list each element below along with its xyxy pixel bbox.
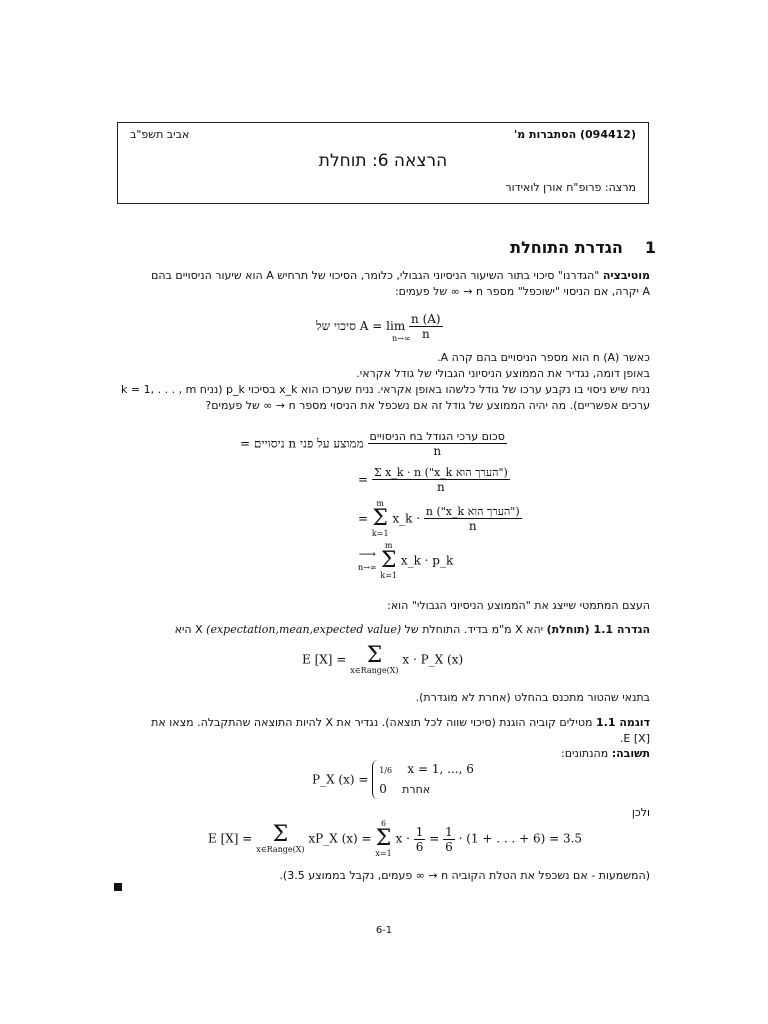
average-lhs: ממוצע על פני n ניסויים =	[240, 436, 364, 451]
prob-eq-limit-subscript: n→∞	[392, 334, 411, 343]
qed-square	[114, 883, 122, 891]
average-row-2: = $\frac{\text{Σ x\_k · n ("x\_k הערך הוא")}}{n}$	[358, 466, 508, 494]
convergence-note: בתנאי שהטור מתכנס בהחלט (אחרת לא מוגדרת).	[415, 691, 650, 704]
header-box	[117, 122, 649, 204]
prob-eq-fraction	[409, 312, 443, 341]
final-rhs-1: x ·	[395, 831, 410, 846]
px-lhs: P_X (x) =	[312, 772, 369, 787]
answer-label: תשובה:	[611, 747, 650, 760]
average-row-4-term: x_k · p_k	[400, 553, 454, 568]
definition-text: יהא X מ"מ בדיד. התוחלת של X	[195, 623, 544, 636]
average-row-4-sum: m Σ k=1	[380, 541, 397, 580]
example-label: דוגמה 1.1	[595, 716, 650, 729]
example-line-1: מטילים קוביה הוגנת (סיכוי שווה לכל תוצאה). נגדיר את X להיות התוצאה שהתקבלה. מצאו את	[151, 716, 593, 729]
final-rhs-2: =	[429, 831, 444, 846]
px-case2-value: 0	[379, 782, 387, 796]
expectation-definition-equation	[302, 645, 463, 675]
definition-label: הגדרה 1.1 (תוחלת)	[546, 623, 650, 636]
px-cases	[372, 760, 474, 799]
page-number: 6-1	[375, 925, 393, 936]
average-row-1	[240, 430, 507, 458]
final-lhs: E [X] =	[208, 831, 253, 846]
prob-eq-denominator: n	[421, 327, 430, 341]
average-row-1-denominator: n	[433, 444, 442, 458]
px-case2-condition: אחרת	[402, 783, 431, 796]
suppose-line-2: ערכים אפשריים). מה יהיה הממוצע של גודל זה אם נשכפל את הניסוי מספר n → ∞ של פעמים?	[205, 399, 650, 412]
motivation-paragraph	[110, 268, 650, 300]
definition-paragraph	[110, 622, 650, 638]
px-case1-value: 1/6	[379, 766, 393, 775]
answer-text: מהנתונים:	[561, 747, 609, 760]
average-row-4: ⟶ n→∞ m Σ k=1 x_k · p_k	[358, 541, 454, 580]
ex-def-rhs: x · P_X (x)	[402, 652, 464, 667]
lecture-title: הרצאה 6: תוחלת	[318, 151, 448, 171]
average-row-2-numerator: Σ x_k · n ("x_k הערך הוא")	[373, 466, 508, 479]
motivation-label: מוטיבציה	[602, 269, 650, 282]
definition-english: (expectation,mean,expected value)	[206, 623, 402, 636]
similarly-line: באופן דומה, נגדיר את הממוצע הניסיוני הגבולי של גודל אקראי.	[356, 367, 650, 380]
probability-equation	[316, 312, 443, 341]
meaning-line: (המשמעות - אם נשכפל את הטלת הקוביה n → ∞ פעמים, נקבל בממוצע 3.5).	[279, 869, 650, 882]
final-sum-2-top: 6	[381, 819, 387, 828]
therefore-line: ולכן	[631, 806, 650, 819]
term: אביב תשפ"ב	[130, 128, 190, 141]
final-rhs-3: · (1 + . . . + 6) = 3.5	[458, 831, 583, 846]
course-name: (094412) הסתברות מ'	[513, 128, 636, 141]
average-row-4-arrow-sub: n→∞	[358, 563, 377, 572]
final-sum-2-bottom: x=1	[375, 849, 392, 858]
px-case1-condition: x = 1, ..., 6	[407, 762, 474, 776]
definition-end: היא	[174, 623, 192, 636]
section-title: הגדרת התוחלת	[510, 238, 623, 257]
average-row-3: = m Σ k=1 x_k · $\frac{\text{n ("x\_k הערך הוא")}}{n}$	[358, 499, 520, 538]
average-row-3-numerator: n ("x_k הערך הוא")	[425, 505, 520, 518]
final-sum-1: Σ x∈Range(X)	[256, 822, 305, 854]
suppose-line-1: נניח שיש ניסוי בו נקבע ערכו של גודל כלשהו באופן אקראי. נניח שערכו הוא x_k בסיכוי p_k (נניח k = 1, . . . , m	[121, 383, 650, 396]
motivation-line-2: A יקרה, אם הניסוי "ישוכפל" מספר n → ∞ של פעמים:	[394, 285, 650, 298]
final-sum-2: 6 Σ x=1	[375, 819, 392, 858]
average-row-3-sum: m Σ k=1	[371, 499, 389, 538]
where-line: כאשר n (A) הוא מספר הניסויים בהם קרה A.	[437, 351, 650, 364]
average-row-3-fraction: $\frac{\text{n ("x\_k הערך הוא")}}{n}$	[425, 505, 520, 533]
ex-def-sum: Σ x∈Range(X)	[350, 643, 399, 675]
section-heading	[510, 238, 656, 257]
average-row-2-fraction: $\frac{\text{Σ x\_k · n ("x\_k הערך הוא")}}{n}$	[373, 466, 508, 494]
final-mid: xP_X (x) =	[308, 831, 372, 846]
motivation-line-1: "הגדרנו" סיכוי בתור השיעור הניסיוני הגבולי, כלומר, הסיכוי של תרחיש A הוא שיעור הניסויים בהם	[151, 269, 600, 282]
average-row-1-fraction	[368, 430, 507, 458]
final-sum-1-subscript: x∈Range(X)	[256, 845, 305, 854]
final-equation: E [X] = Σ x∈Range(X) xP_X (x) = 6 Σ x=1 x · $\frac{1}{6}$ = $\frac{1}{6}$ · (1 + . . . + 6) = 3.5	[208, 819, 583, 858]
ex-def-sum-subscript: x∈Range(X)	[350, 666, 399, 675]
lecturer: מרצה: פרופ"ח אורן לואידור	[505, 181, 636, 194]
example-line-2: E [X].	[619, 732, 650, 745]
average-row-1-numerator: סכום ערכי הגודל בn הניסויים	[369, 430, 505, 443]
example-paragraph	[110, 715, 650, 747]
object-line: העצם המתמטי שייצג את "הממוצע הניסיוני הגבולי" הוא:	[387, 599, 650, 612]
prob-eq-numerator: n (A)	[411, 312, 441, 326]
ex-def-lhs: E [X] =	[302, 652, 347, 667]
px-definition-equation	[312, 760, 474, 799]
section-number: 1	[644, 238, 656, 257]
average-row-3-term: x_k ·	[392, 511, 421, 526]
suppose-paragraph	[110, 382, 650, 414]
prob-eq-left: סיכוי של A = lim	[316, 319, 406, 333]
